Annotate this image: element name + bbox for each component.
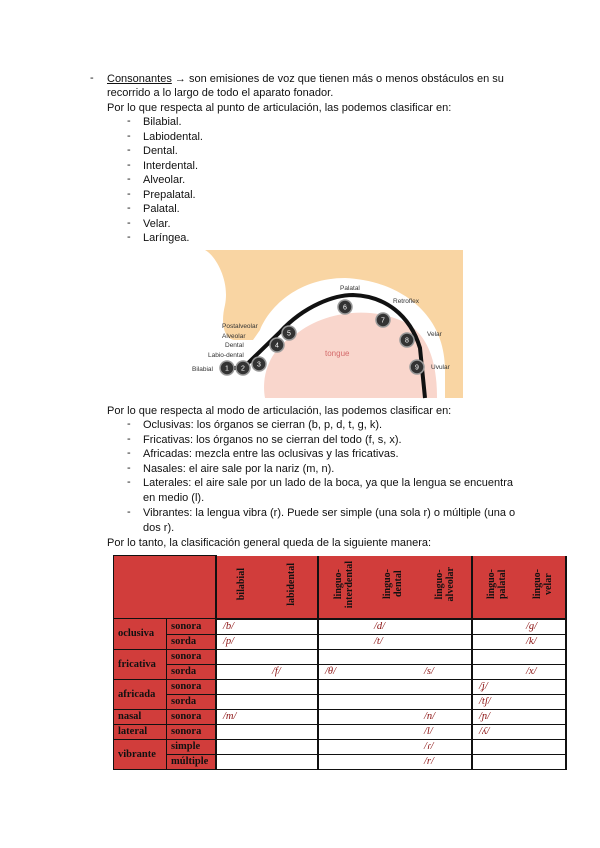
phoneme-cell bbox=[520, 709, 566, 724]
voicing-label: sonora bbox=[167, 619, 217, 635]
phoneme-cell bbox=[520, 694, 566, 709]
column-header bbox=[472, 556, 520, 619]
phoneme-cell: /b/ bbox=[216, 619, 266, 635]
phoneme-cell bbox=[472, 649, 520, 664]
phoneme-cell bbox=[368, 754, 418, 769]
phoneme-cell bbox=[318, 634, 368, 649]
diagram-label: Bilabial bbox=[192, 366, 213, 373]
table-row bbox=[114, 664, 567, 679]
phoneme-cell: /m/ bbox=[216, 709, 266, 724]
punto-intro: Por lo que respecta al punto de articulación, las podemos clasificar en: bbox=[107, 102, 452, 114]
phoneme-cell bbox=[368, 709, 418, 724]
voicing-label: múltiple bbox=[167, 754, 217, 769]
articulation-point-number: 8 bbox=[405, 337, 409, 345]
voicing-label: sonora bbox=[167, 649, 217, 664]
column-header-label: labidental bbox=[286, 563, 297, 606]
manner-label: nasal bbox=[114, 709, 167, 724]
arrow: → bbox=[174, 73, 186, 85]
phoneme-cell bbox=[216, 694, 266, 709]
modo-item: Fricativas: los órganos no se cierran del todo (f, s, x). bbox=[143, 433, 402, 446]
diagram-label: Velar bbox=[427, 331, 442, 338]
phoneme-cell bbox=[266, 619, 318, 635]
diagram-label: Uvular bbox=[431, 364, 450, 371]
phoneme-cell bbox=[216, 724, 266, 739]
column-header-label: bilabial bbox=[236, 568, 247, 601]
phoneme-cell bbox=[318, 724, 368, 739]
phoneme-cell: /x/ bbox=[520, 664, 566, 679]
manner-label: africada bbox=[114, 679, 167, 709]
phoneme-cell bbox=[418, 619, 472, 635]
phoneme-cell bbox=[216, 649, 266, 664]
phoneme-cell bbox=[216, 754, 266, 769]
phoneme-cell bbox=[472, 664, 520, 679]
punto-item: Velar. bbox=[143, 217, 171, 230]
phoneme-cell bbox=[266, 634, 318, 649]
phoneme-cell bbox=[318, 709, 368, 724]
bullet-dash: - bbox=[127, 432, 131, 445]
articulation-point-number: 3 bbox=[257, 361, 261, 369]
column-header-label: linguo- palatal bbox=[485, 569, 508, 600]
term-consonantes: Consonantes bbox=[107, 73, 172, 85]
phoneme-cell bbox=[418, 649, 472, 664]
articulation-point-number: 2 bbox=[241, 365, 245, 373]
modo-item: Nasales: el aire sale por la nariz (m, n). bbox=[143, 462, 335, 475]
articulation-point-number: 4 bbox=[275, 342, 279, 350]
definition-text-2: recorrido a lo largo de todo el aparato fonador. bbox=[107, 87, 334, 99]
voicing-label: sonora bbox=[167, 679, 217, 694]
punto-item: Bilabial. bbox=[143, 116, 182, 128]
phoneme-cell bbox=[368, 649, 418, 664]
column-header bbox=[520, 556, 566, 619]
table-row bbox=[114, 619, 567, 635]
phoneme-cell bbox=[520, 754, 566, 769]
phoneme-cell bbox=[520, 739, 566, 754]
articulation-point-number: 6 bbox=[343, 304, 347, 312]
diagram-label: Palatal bbox=[340, 285, 360, 292]
modo-item: en medio (l). bbox=[143, 491, 205, 504]
articulation-point-number: 5 bbox=[287, 330, 291, 338]
column-header bbox=[216, 556, 266, 619]
punto-item: Palatal. bbox=[143, 203, 180, 215]
phoneme-cell bbox=[266, 709, 318, 724]
header-blank bbox=[114, 556, 217, 619]
bullet-dash: - bbox=[127, 231, 131, 243]
phoneme-cell: /n/ bbox=[418, 709, 472, 724]
voicing-label: sorda bbox=[167, 694, 217, 709]
table-row bbox=[114, 709, 567, 724]
table-row bbox=[114, 649, 567, 664]
phoneme-cell: /ʝ/ bbox=[472, 679, 520, 694]
voicing-label: sonora bbox=[167, 709, 217, 724]
modo-item: dos r). bbox=[143, 521, 175, 534]
phoneme-cell: /l/ bbox=[418, 724, 472, 739]
phoneme-cell bbox=[418, 679, 472, 694]
manner-label: vibrante bbox=[114, 739, 167, 769]
diagram-label: Labio-dental bbox=[208, 352, 244, 359]
bullet-dash: - bbox=[127, 476, 131, 488]
phoneme-cell bbox=[368, 724, 418, 739]
phoneme-cell bbox=[216, 664, 266, 679]
phoneme-cell: /g/ bbox=[520, 619, 566, 635]
phoneme-cell bbox=[266, 649, 318, 664]
phoneme-cell bbox=[520, 679, 566, 694]
diagram-label: Dental bbox=[225, 342, 244, 349]
phoneme-cell bbox=[216, 739, 266, 754]
table-row bbox=[114, 634, 567, 649]
modo-intro: Por lo que respecta al modo de articulación, las podemos clasificar en: bbox=[107, 405, 452, 417]
bullet-dash: - bbox=[127, 129, 131, 142]
column-header bbox=[318, 556, 368, 619]
punto-item: Dental. bbox=[143, 145, 178, 157]
phoneme-cell: /ʎ/ bbox=[472, 724, 520, 739]
phoneme-cell bbox=[368, 664, 418, 679]
column-header-label: linguo- velar bbox=[531, 569, 554, 600]
phoneme-cell: /p/ bbox=[216, 634, 266, 649]
modo-item: Africadas: mezcla entre las oclusivas y las fricativas. bbox=[143, 448, 399, 460]
column-header bbox=[266, 556, 318, 619]
column-header bbox=[368, 556, 418, 619]
phoneme-cell bbox=[472, 754, 520, 769]
phoneme-cell: /f/ bbox=[266, 664, 318, 679]
table-row bbox=[114, 679, 567, 694]
punto-item: Alveolar. bbox=[143, 174, 186, 186]
manner-label: lateral bbox=[114, 724, 167, 739]
phoneme-cell bbox=[266, 694, 318, 709]
phoneme-cell: /d/ bbox=[368, 619, 418, 635]
modo-item: Laterales: el aire sale por un lado de la boca, ya que la lengua se encuentra bbox=[143, 477, 513, 489]
phoneme-cell bbox=[472, 634, 520, 649]
voicing-label: sorda bbox=[167, 634, 217, 649]
phoneme-cell: /ɾ/ bbox=[418, 739, 472, 754]
table-row bbox=[114, 739, 567, 754]
punto-item: Labiodental. bbox=[143, 130, 203, 143]
manner-label: oclusiva bbox=[114, 619, 167, 650]
phoneme-cell bbox=[368, 679, 418, 694]
bullet-dash: - bbox=[127, 418, 131, 430]
phoneme-cell bbox=[520, 649, 566, 664]
phoneme-cell bbox=[266, 754, 318, 769]
diagram-label: Postalveolar bbox=[222, 323, 258, 330]
bullet-dash: - bbox=[127, 173, 131, 185]
bullet-dash: - bbox=[127, 447, 131, 459]
bullet-dash: - bbox=[127, 158, 131, 171]
phoneme-cell bbox=[266, 724, 318, 739]
phoneme-cell bbox=[318, 694, 368, 709]
diagram-label: Retroflex bbox=[393, 298, 420, 305]
column-header-label: linguo- alveolar bbox=[433, 567, 456, 602]
phoneme-cell: /s/ bbox=[418, 664, 472, 679]
bullet-dash: - bbox=[127, 187, 131, 200]
manner-label: fricativa bbox=[114, 649, 167, 679]
table-row bbox=[114, 694, 567, 709]
column-header-label: linguo- interdental bbox=[332, 560, 355, 609]
bullet-dash: - bbox=[127, 144, 131, 156]
modo-item: Vibrantes: la lengua vibra (r). Puede ser simple (una sola r) o múltiple (una o bbox=[143, 507, 516, 519]
phoneme-cell bbox=[318, 679, 368, 694]
articulation-point-number: 1 bbox=[225, 365, 229, 373]
table-row bbox=[114, 724, 567, 739]
phoneme-cell: /θ/ bbox=[318, 664, 368, 679]
table-intro: Por lo tanto, la clasificación general queda de la siguiente manera: bbox=[107, 537, 432, 549]
phoneme-cell bbox=[520, 724, 566, 739]
phoneme-cell: /t/ bbox=[368, 634, 418, 649]
phoneme-cell bbox=[418, 634, 472, 649]
phoneme-cell bbox=[368, 694, 418, 709]
voicing-label: sonora bbox=[167, 724, 217, 739]
punto-item: Laríngea. bbox=[143, 232, 190, 244]
phoneme-cell: /r/ bbox=[418, 754, 472, 769]
voicing-label: simple bbox=[167, 739, 217, 754]
phoneme-cell bbox=[318, 649, 368, 664]
phoneme-cell bbox=[266, 739, 318, 754]
phoneme-cell: /ɲ/ bbox=[472, 709, 520, 724]
diagram-label: tongue bbox=[325, 349, 350, 358]
phoneme-cell bbox=[216, 679, 266, 694]
phoneme-cell bbox=[472, 739, 520, 754]
modo-item: Oclusivas: los órganos se cierran (b, p, d, t, g, k). bbox=[143, 419, 383, 431]
phoneme-cell bbox=[472, 619, 520, 635]
bullet-dash: - bbox=[127, 202, 131, 214]
phoneme-cell bbox=[368, 739, 418, 754]
phoneme-cell bbox=[318, 619, 368, 635]
articulation-point-number: 7 bbox=[381, 317, 385, 325]
bullet-dash: - bbox=[127, 115, 131, 127]
voicing-label: sorda bbox=[167, 664, 217, 679]
phoneme-cell bbox=[266, 679, 318, 694]
column-header bbox=[418, 556, 472, 619]
phoneme-cell bbox=[318, 754, 368, 769]
articulation-point-number: 9 bbox=[415, 364, 419, 372]
phoneme-cell bbox=[318, 739, 368, 754]
definition-text: son emisiones de voz que tienen más o menos obstáculos en su bbox=[185, 73, 504, 85]
consonant-classification-table bbox=[113, 555, 567, 770]
punto-item: Interdental. bbox=[143, 159, 199, 172]
bullet-dash: - bbox=[127, 461, 131, 474]
phoneme-cell bbox=[418, 694, 472, 709]
articulation-diagram bbox=[192, 250, 463, 398]
column-header-label: linguo- dental bbox=[382, 569, 404, 600]
bullet-dash: - bbox=[127, 506, 131, 518]
diagram-label: Alveolar bbox=[222, 333, 246, 340]
punto-item: Prepalatal. bbox=[143, 188, 196, 201]
phoneme-cell: /tʃ/ bbox=[472, 694, 520, 709]
bullet-dash: - bbox=[127, 216, 131, 229]
phoneme-cell: /k/ bbox=[520, 634, 566, 649]
bullet-dash: - bbox=[90, 72, 94, 84]
consonantes-definition bbox=[107, 72, 504, 86]
table-row bbox=[114, 754, 567, 769]
